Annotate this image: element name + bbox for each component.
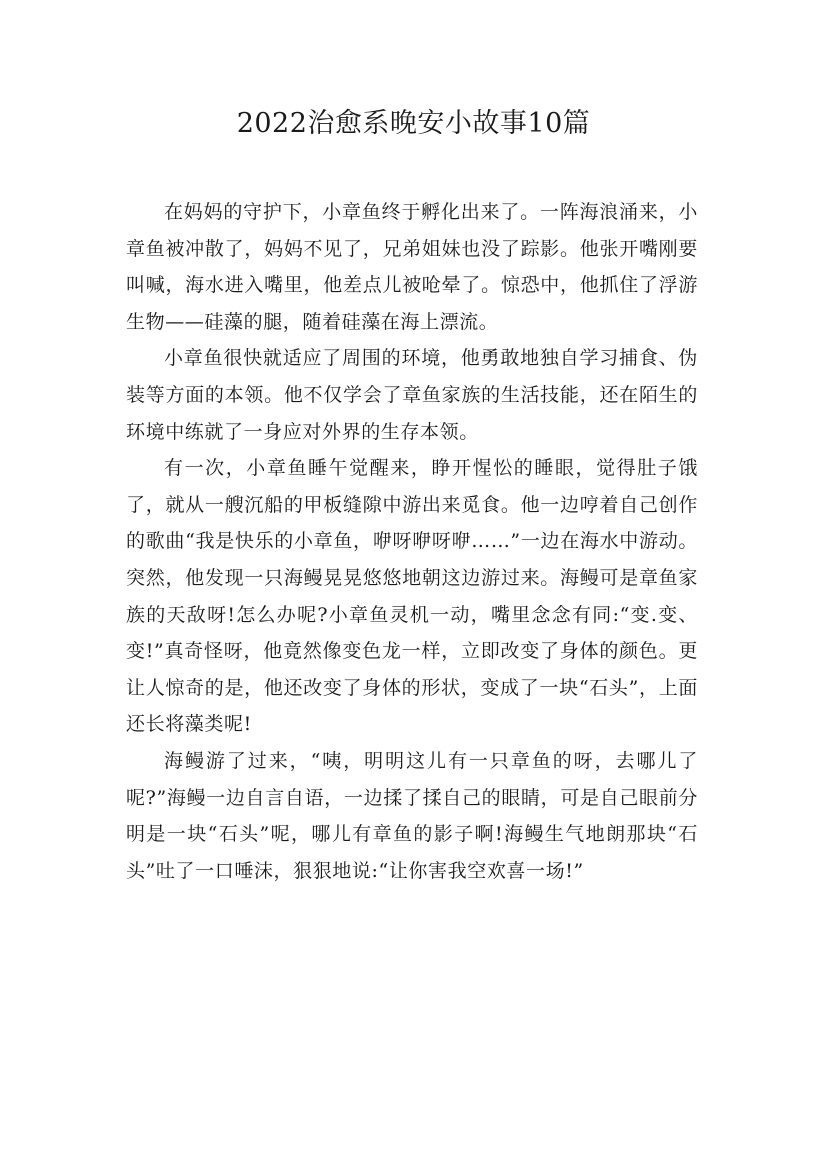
document-body xyxy=(126,194,698,889)
paragraph: 小章鱼很快就适应了周围的环境，他勇敢地独自学习捕食、伪装等方面的本领。他不仅学会了章鱼家族的生活技能，还在陌生的环境中练就了一身应对外界的生存本领。 xyxy=(126,347,698,443)
paragraph: 在妈妈的守护下，小章鱼终于孵化出来了。一阵海浪涌来，小章鱼被冲散了，妈妈不见了，兄弟姐妹也没了踪影。他张开嘴刚要叫喊，海水进入嘴里，他差点儿被呛晕了。惊恐中，他抓住了浮游生物——硅藻的腿，随着硅藻在海上漂流。 xyxy=(126,201,698,333)
paragraph: 有一次，小章鱼睡午觉醒来，睁开惺忪的睡眼，觉得肚子饿了，就从一艘沉船的甲板缝隙中游出来觅食。他一边哼着自己创作的歌曲“我是快乐的小章鱼，咿呀咿呀咿……”一边在海水中游动。突然，他发现一只海鳗晃晃悠悠地朝这边游过来。海鳗可是章鱼家族的天敌呀!怎么办呢?小章鱼灵机一动，嘴里念念有同:“变.变、变!”真奇怪呀，他竟然像变色龙一样，立即改变了身体的颜色。更让人惊奇的是，他还改变了身体的形状，变成了一块“石头”，上面还长将藻类呢! xyxy=(126,457,698,736)
paragraph: 海鳗游了过来，“咦，明明这儿有一只章鱼的呀，去哪儿了呢?”海鳗一边自言自语，一边揉了揉自己的眼睛，可是自己眼前分明是一块“石头”呢，哪儿有章鱼的影子啊!海鳗生气地朗那块“石头”吐了一口唾沫，狠狠地说:“让你害我空欢喜一场!” xyxy=(126,749,698,882)
document-title: 2022治愈系晚安小故事10篇 xyxy=(236,108,591,139)
